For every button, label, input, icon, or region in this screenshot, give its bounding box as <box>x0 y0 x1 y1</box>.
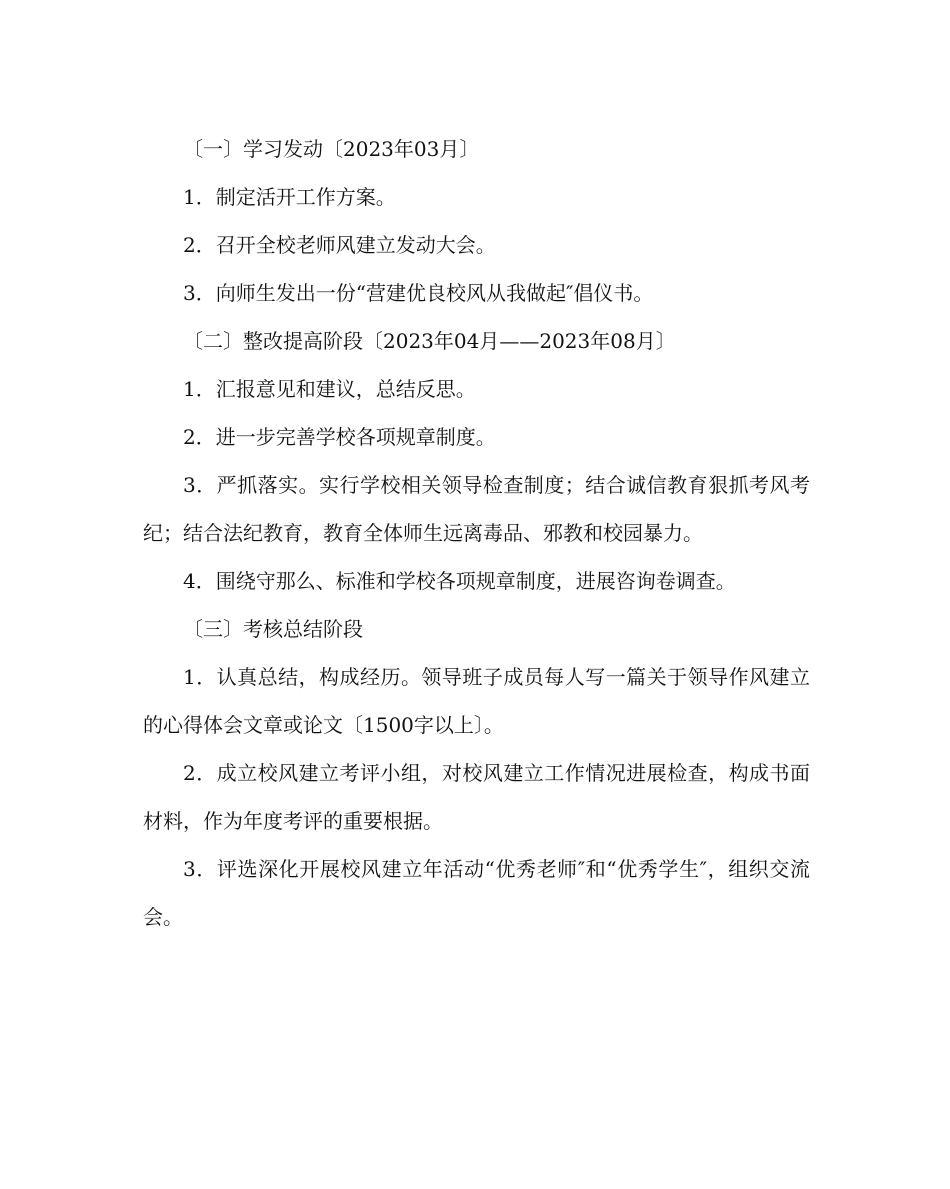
list-item: 3．向师生发出一份“营建优良校风从我做起″倡仪书。 <box>183 281 654 305</box>
list-item: 1．汇报意见和建议，总结反思。 <box>183 377 476 401</box>
list-item: 2．成立校风建立考评小组，对校风建立工作情况进展检查，构成书面材料，作为年度考评的重要根据。 <box>143 761 810 833</box>
document-body <box>143 125 810 941</box>
list-item: 4．围绕守那么、标准和学校各项规章制度，进展咨询卷调查。 <box>183 569 736 593</box>
section-heading-1: 〔一〕学习发动〔2023年03月〕 <box>183 137 480 161</box>
list-item: 1．认真总结，构成经历。领导班子成员每人写一篇关于领导作风建立的心得体会文章或论文〔1500字以上〕。 <box>143 665 810 737</box>
list-item: 2．进一步完善学校各项规章制度。 <box>183 425 496 449</box>
list-item: 3．严抓落实。实行学校相关领导检查制度；结合诚信教育狠抓考风考纪；结合法纪教育，教育全体师生远离毒品、邪教和校园暴力。 <box>143 473 810 545</box>
list-item: 3．评选深化开展校风建立年活动“优秀老师″和“优秀学生″，组织交流会。 <box>143 857 810 929</box>
section-heading-3: 〔三〕考核总结阶段 <box>183 617 363 641</box>
section-heading-2: 〔二〕整改提高阶段〔2023年04月——2023年08月〕 <box>183 329 676 353</box>
list-item: 1．制定活开工作方案。 <box>183 185 396 209</box>
list-item: 2．召开全校老师风建立发动大会。 <box>183 233 496 257</box>
